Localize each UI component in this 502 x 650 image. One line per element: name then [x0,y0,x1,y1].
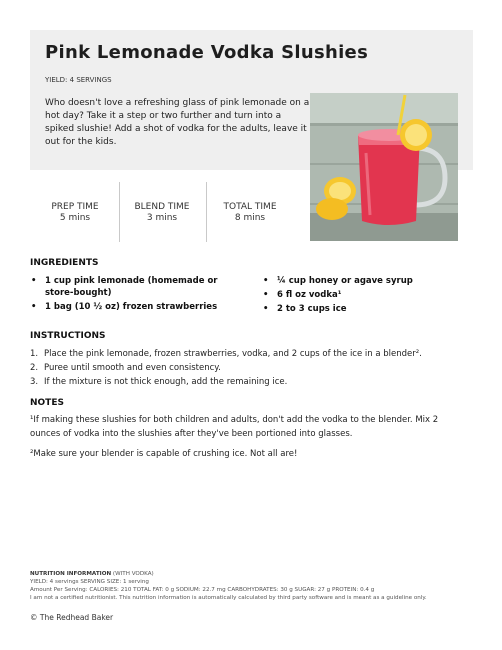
instruction-step [30,375,480,389]
step-number: 1. [30,349,39,359]
nutrition-heading-suffix: (WITH VODKA) [111,571,154,577]
prep-time [35,182,115,223]
ingredient-item: • 2 to 3 cups ice [262,303,472,315]
total-time-value: 8 mins [234,213,266,223]
blend-time-value: 3 mins [146,213,178,223]
nutrition-disclaimer: I am not a certified nutritionist. This nutrition information is automatically calculated by third party software and is meant as a guideline only. [30,595,427,601]
blend-time [122,182,202,223]
note-item: ²Make sure your blender is capable of crushing ice. Not all are! [30,449,298,459]
instructions-heading: INSTRUCTIONS [30,331,106,341]
nutrition-amounts: Amount Per Serving: CALORIES: 210 TOTAL FAT: 0 g SODIUM: 22.7 mg CARBOHYDRATES: 30 g SUGAR: 27 g PROTEIN: 0.4 g [30,587,375,593]
step-text: If the mixture is not thick enough, add the remaining ice. [44,377,288,387]
blend-time-label: BLEND TIME [134,202,190,212]
recipe-title: Pink Lemonade Vodka Slushies [45,42,369,63]
total-time-label: TOTAL TIME [223,202,277,212]
recipe-photo [310,93,458,241]
ingredients-heading: INGREDIENTS [30,258,99,268]
ingredients-list-left [30,275,240,315]
slushie-photo-illustration [310,93,458,241]
instruction-step [30,361,480,375]
recipe-intro: Who doesn't love a refreshing glass of pink lemonade on a hot day? Take it a step or two further and turn into a spiked slushie! Add a shot of vodka for the adults, leave it out for the kids. [45,98,310,147]
instruction-step [30,347,480,361]
recipe-times [30,182,280,242]
recipe-yield: YIELD: 4 SERVINGS [45,76,112,84]
ingredient-item: • ¼ cup honey or agave syrup [262,275,472,287]
note-item: ¹If making these slushies for both children and adults, don't add the vodka to the blender. Mix 2 ounces of vodka into the slushies after they've been portioned into glasses. [30,415,439,439]
notes-heading: NOTES [30,398,64,408]
ingredient-item: • 1 cup pink lemonade (homemade or store-bought) [30,275,240,299]
step-number: 2. [30,363,39,373]
ingredients-list-right [262,275,472,317]
ingredient-item: • 6 fl oz vodka¹ [262,289,472,301]
step-text: Place the pink lemonade, frozen strawberries, vodka, and 2 cups of the ice in a blender². [44,349,422,359]
divider [119,182,120,242]
nutrition-heading: NUTRITION INFORMATION [30,571,112,577]
prep-time-value: 5 mins [59,213,91,223]
prep-time-label: PREP TIME [51,202,99,212]
nutrition-heading-line [30,570,480,578]
divider [206,182,207,242]
nutrition-info [30,570,480,602]
copyright: © The Redhead Baker [30,613,114,622]
instructions-list [30,347,480,389]
step-number: 3. [30,377,39,387]
step-text: Puree until smooth and even consistency. [44,363,221,373]
ingredient-item: • 1 bag (10 ½ oz) frozen strawberries [30,301,240,313]
total-time [210,182,290,223]
nutrition-yield: YIELD: 4 servings SERVING SIZE: 1 serving [30,579,149,585]
